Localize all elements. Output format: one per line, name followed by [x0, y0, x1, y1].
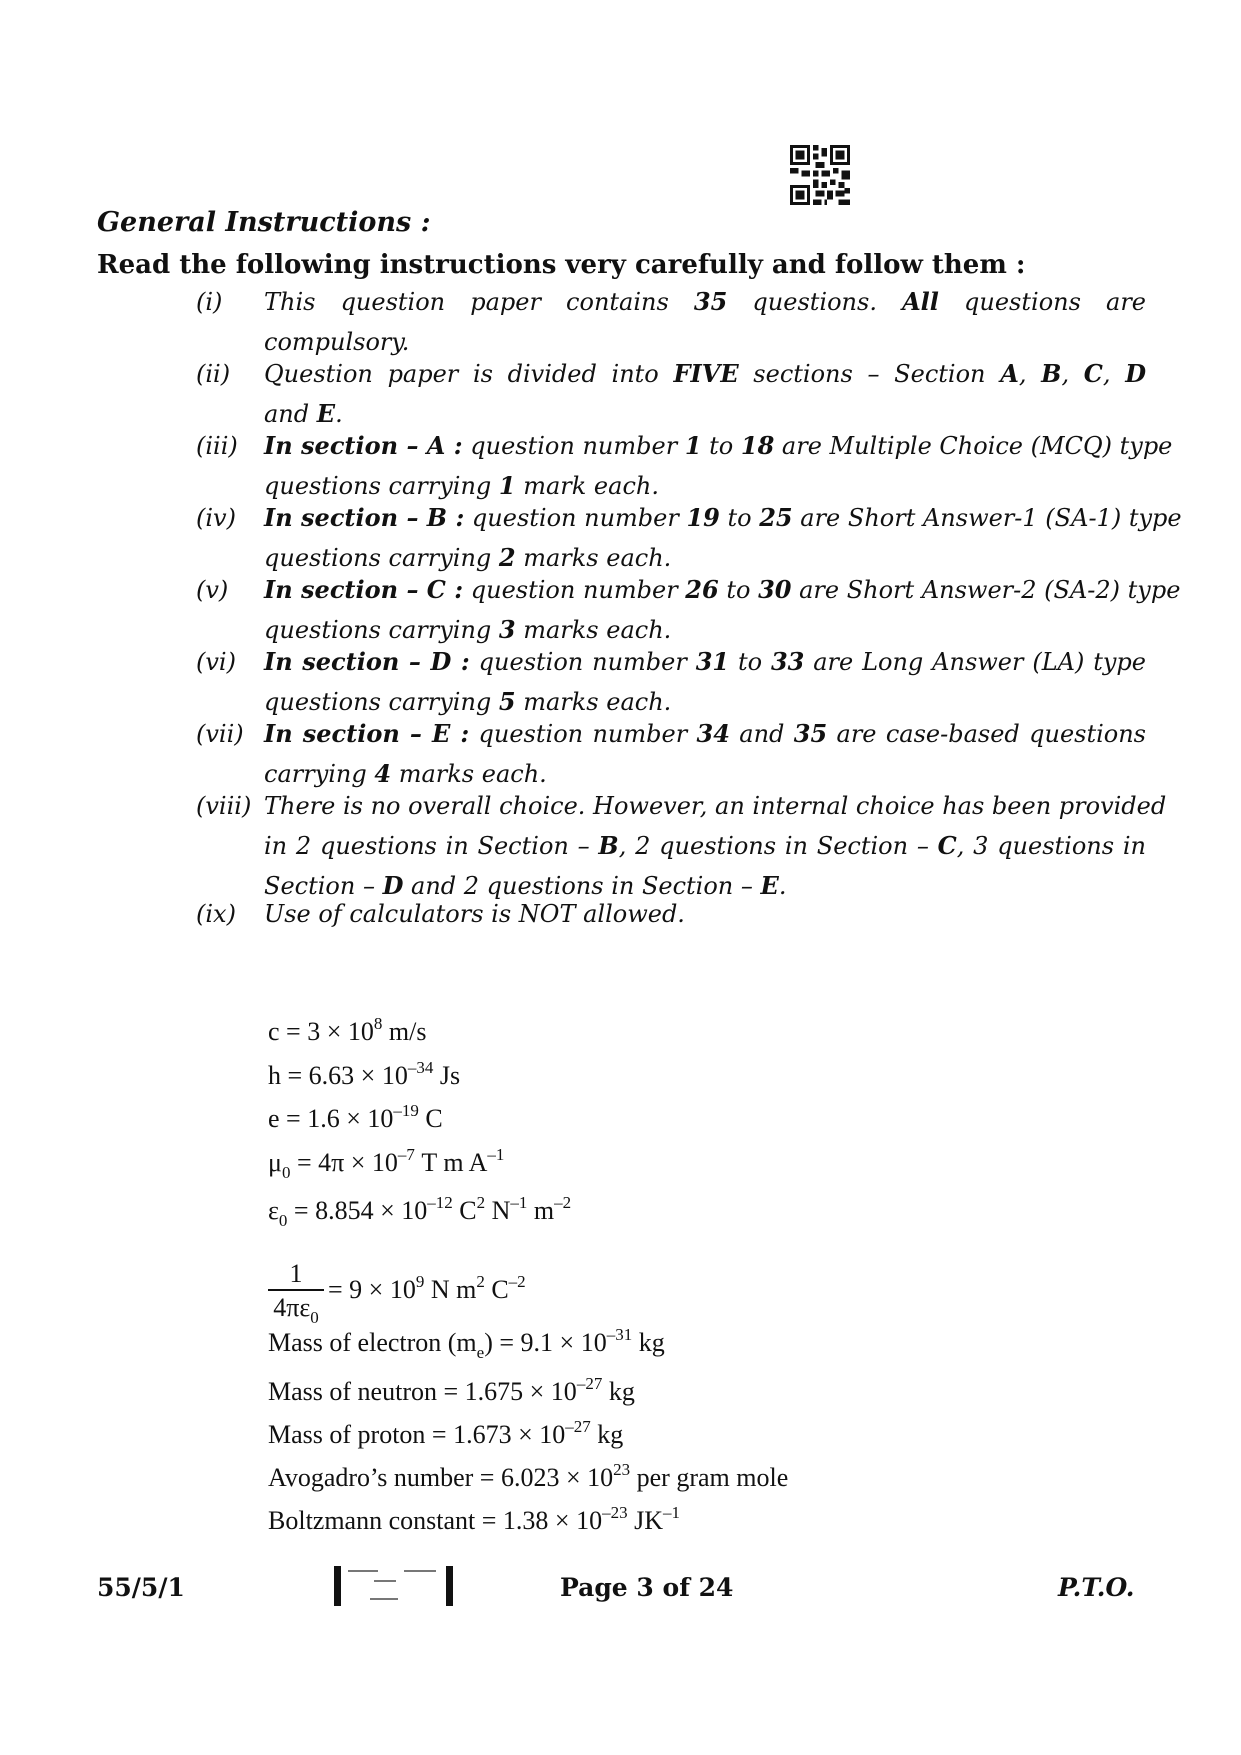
superscript: 8 [373, 1014, 383, 1033]
instruction-number: (iv) [196, 504, 236, 532]
text-run: kg [590, 1420, 624, 1449]
constant-line [268, 1503, 1068, 1536]
text-run: N [485, 1196, 511, 1225]
text-run: and [264, 400, 317, 428]
superscript: –1 [510, 1193, 528, 1212]
text-run: question number [469, 648, 696, 676]
bold-text: D [382, 871, 404, 900]
text-run: question number [463, 576, 686, 604]
text-run: Js [433, 1061, 461, 1090]
bold-text: E [316, 399, 336, 428]
bold-text: FIVE [673, 359, 739, 388]
bold-text: 35 [793, 719, 828, 748]
text-run: 4πε [273, 1293, 311, 1322]
instruction-line [264, 642, 1146, 682]
instruction-line [264, 894, 1146, 934]
instruction-number: (vi) [196, 648, 236, 676]
superscript: –2 [508, 1272, 526, 1291]
page-number: Page 3 of 24 [560, 1573, 734, 1602]
bold-text: 18 [740, 431, 775, 460]
bold-text: 35 [693, 287, 728, 316]
superscript: 23 [613, 1460, 631, 1479]
constant-line [268, 1014, 1068, 1047]
text-run: ε [268, 1196, 279, 1225]
text-run: Mass of proton = 1.673 × 10 [268, 1420, 566, 1449]
text-run: C [484, 1275, 509, 1304]
bold-text: 33 [770, 647, 805, 676]
text-run: in 2 questions in Section – [264, 832, 599, 860]
subscript: 0 [310, 1308, 319, 1327]
instruction-line [264, 714, 1146, 754]
text-run: ) = 9.1 × 10 [484, 1328, 607, 1357]
instruction-text [264, 714, 1146, 794]
text-run: marks each. [515, 616, 672, 644]
superscript: –1 [662, 1503, 680, 1522]
bold-text: 34 [696, 719, 730, 748]
superscript: 9 [415, 1272, 425, 1291]
constant-line [268, 1058, 1068, 1091]
text-run: , [1102, 360, 1126, 388]
bold-text: D [1125, 359, 1147, 388]
instruction-number: (vii) [196, 720, 244, 748]
constant-line [268, 1145, 1068, 1182]
instruction-number: (ix) [196, 900, 236, 928]
text-run: questions carrying [264, 544, 499, 572]
instruction-line [264, 786, 1167, 826]
bold-text: 31 [695, 647, 730, 676]
instruction-text [264, 354, 1146, 434]
text-run: Avogadro’s number = 6.023 × 10 [268, 1463, 614, 1492]
text-run: carrying [264, 760, 375, 788]
text-run: . [335, 400, 343, 428]
bold-text: 25 [759, 503, 793, 532]
text-run: marks each. [515, 688, 672, 716]
text-run: h = 6.63 × 10 [268, 1061, 408, 1090]
instruction-text [264, 786, 1167, 906]
text-run: Boltzmann constant = 1.38 × 10 [268, 1506, 603, 1535]
superscript: 2 [476, 1193, 486, 1212]
subscript: 0 [281, 1163, 291, 1182]
bold-text: 26 [685, 575, 719, 604]
subscript: 0 [278, 1211, 288, 1230]
text-run: m/s [382, 1017, 427, 1046]
instruction-text [264, 642, 1146, 722]
constant-line [268, 1417, 1068, 1450]
text-run: Mass of electron (m [268, 1328, 477, 1357]
coulomb-value [328, 1272, 526, 1305]
superscript: –27 [576, 1374, 603, 1393]
text-run: = 4π × 10 [290, 1148, 398, 1177]
constant-line [268, 1460, 1068, 1493]
pto-marker: P.T.O. [1058, 1573, 1135, 1602]
bold-text: In section – A : [264, 431, 463, 460]
text-run: C [418, 1104, 443, 1133]
superscript: 2 [476, 1272, 485, 1291]
text-run: kg [632, 1328, 665, 1357]
text-run: = 9 × 10 [328, 1275, 416, 1304]
bold-text: In section – C : [264, 575, 464, 604]
instruction-line [264, 570, 1181, 610]
text-run: Section – [264, 872, 383, 900]
text-run: Question paper is divided into [264, 360, 674, 388]
subscript: e [476, 1343, 485, 1362]
instruction-number: (viii) [196, 792, 252, 820]
text-run: This question paper contains [264, 288, 694, 316]
text-run: marks each. [391, 760, 547, 788]
superscript: –12 [427, 1193, 453, 1212]
superscript: –27 [565, 1417, 591, 1436]
text-run: JK [627, 1506, 663, 1535]
text-run: per gram mole [630, 1463, 789, 1492]
text-run: , 3 questions in [956, 832, 1146, 860]
superscript: –31 [606, 1325, 633, 1344]
text-run: c = 3 × 10 [268, 1017, 374, 1046]
text-run: N m [424, 1275, 477, 1304]
superscript: –7 [397, 1145, 415, 1164]
text-run: mark each. [515, 472, 659, 500]
text-run: are case-based questions [827, 720, 1146, 748]
constant-line [268, 1325, 1068, 1362]
instruction-text [264, 894, 1146, 934]
bold-text: In section – D : [264, 647, 470, 676]
superscript: –2 [554, 1193, 572, 1212]
instruction-text [264, 570, 1181, 650]
text-run: to [701, 432, 741, 460]
general-instructions-heading: General Instructions : [97, 207, 431, 238]
text-run: are Multiple Choice (MCQ) type [774, 432, 1173, 460]
text-run: to [719, 504, 760, 532]
text-run: to [729, 648, 771, 676]
bold-text: 19 [686, 503, 720, 532]
text-run: to [718, 576, 759, 604]
instruction-number: (iii) [196, 432, 238, 460]
bold-text: 1 [684, 431, 702, 460]
bold-text: All [902, 287, 939, 316]
text-run: kg [602, 1377, 635, 1406]
text-run: , [1061, 360, 1084, 388]
superscript: –34 [407, 1058, 434, 1077]
text-run: , [1018, 360, 1042, 388]
constant-line [268, 1101, 1068, 1134]
instruction-number: (i) [196, 288, 223, 316]
text-run: question number [462, 432, 685, 460]
instruction-number: (v) [196, 576, 229, 604]
text-run: = 8.854 × 10 [287, 1196, 428, 1225]
qr-code-icon [790, 145, 850, 205]
instruction-line [264, 426, 1173, 466]
superscript: –1 [487, 1145, 505, 1164]
text-run: compulsory. [264, 328, 410, 356]
text-run: questions are [938, 288, 1147, 316]
instruction-text [264, 426, 1173, 506]
text-run: There is no overall choice. However, an internal choice has been provided [264, 792, 1167, 820]
instruction-text [264, 282, 1146, 362]
bold-text: 3 [498, 615, 516, 644]
bold-text: B [598, 831, 619, 860]
bold-text: 5 [498, 687, 516, 716]
paper-code: 55/5/1 [97, 1573, 185, 1602]
instruction-number: (ii) [196, 360, 231, 388]
bold-text: A [1000, 359, 1019, 388]
bold-text: E [760, 871, 779, 900]
barcode-icon [334, 1566, 454, 1606]
superscript: –23 [602, 1503, 628, 1522]
constant-line [268, 1374, 1068, 1407]
bold-text: In section – B : [264, 503, 465, 532]
instruction-line [264, 826, 1146, 866]
bold-text: B [1041, 359, 1062, 388]
fraction-denominator [268, 1291, 324, 1327]
text-run: T m A [414, 1148, 488, 1177]
text-run: questions carrying [264, 616, 499, 644]
text-run: sections – Section [738, 360, 1001, 388]
text-run: question number [464, 504, 687, 532]
instruction-text [264, 498, 1182, 578]
instruction-line [264, 282, 1146, 322]
text-run: are Short Answer-1 (SA-1) type [792, 504, 1182, 532]
text-run: questions. [727, 288, 903, 316]
text-run: e = 1.6 × 10 [268, 1104, 394, 1133]
text-run: C [452, 1196, 477, 1225]
text-run: Use of calculators is NOT allowed. [264, 900, 685, 928]
bold-text: C [1083, 359, 1103, 388]
superscript: –19 [393, 1101, 419, 1120]
bold-text: 30 [758, 575, 792, 604]
text-run: , 2 questions in Section – [618, 832, 938, 860]
bold-text: 2 [498, 543, 516, 572]
bold-text: 4 [374, 759, 392, 788]
text-run: and 2 questions in Section – [403, 872, 761, 900]
text-run: and [729, 720, 794, 748]
bold-text: C [937, 831, 957, 860]
text-run: questions carrying [264, 472, 499, 500]
bold-text: 1 [498, 471, 516, 500]
text-run: μ [268, 1148, 282, 1177]
text-run: m [527, 1196, 555, 1225]
text-run: questions carrying [264, 688, 499, 716]
instruction-line [264, 354, 1146, 394]
text-run: Mass of neutron = 1.675 × 10 [268, 1377, 577, 1406]
text-run: are Short Answer-2 (SA-2) type [791, 576, 1181, 604]
text-run: question number [469, 720, 697, 748]
text-run: . [778, 872, 787, 900]
constant-line [268, 1193, 1068, 1230]
read-instructions-heading: Read the following instructions very carefully and follow them : [97, 250, 1026, 280]
instruction-line [264, 498, 1182, 538]
text-run: are Long Answer (LA) type [804, 648, 1146, 676]
fraction-numerator: 1 [289, 1259, 303, 1288]
bold-text: In section – E : [264, 719, 470, 748]
text-run: marks each. [515, 544, 672, 572]
